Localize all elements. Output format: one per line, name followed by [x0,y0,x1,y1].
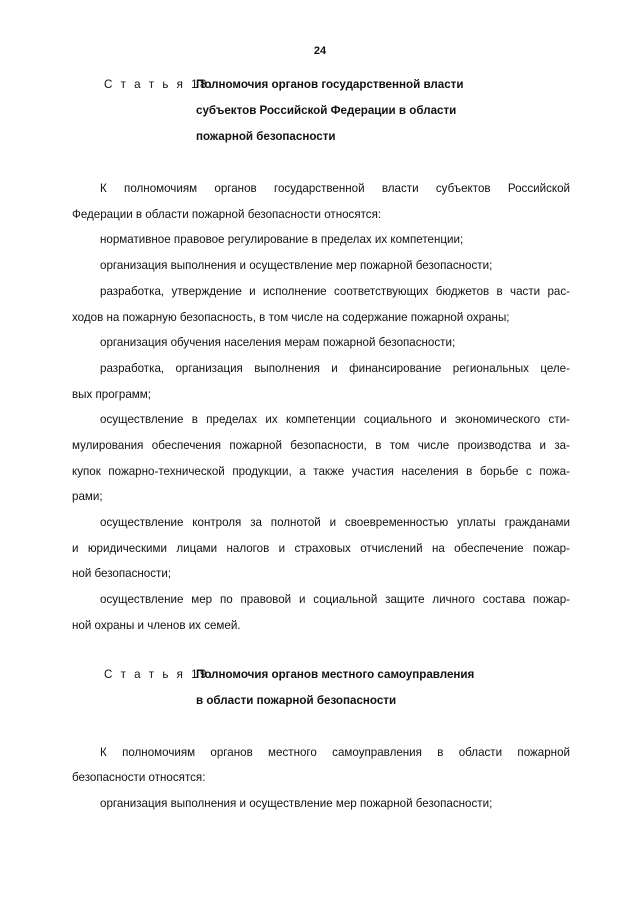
paragraph-line: организация обучения населения мерам пожарной безопасности; [100,336,456,349]
paragraph-line: купок пожарно-технической продукции, а также участия населения в борьбе с пожа- [72,465,570,478]
article-18-heading [104,78,534,158]
article-19-heading [104,668,534,718]
article-19-title-line: в области пожарной безопасности [196,694,397,707]
article-18-title-line: пожарной безопасности [196,130,336,143]
paragraph-line: разработка, организация выполнения и финансирование региональных целе- [100,362,570,375]
paragraph-line: осуществление в пределах их компетенции социального и экономического сти- [100,413,570,426]
paragraph-line: ной безопасности; [72,567,172,580]
paragraph-line: К полномочиям органов местного самоуправления в области пожарной [100,746,570,759]
paragraph-line: нормативное правовое регулирование в пределах их компетенции; [100,233,464,246]
article-18-prefix: С т а т ь я 18. [104,78,215,91]
paragraph-line: организация выполнения и осуществление мер пожарной безопасности; [100,797,493,810]
paragraph-line: К полномочиям органов государственной власти субъектов Российской [100,182,570,195]
article-18-title-line: субъектов Российской Федерации в области [196,104,457,117]
paragraph-line: Федерации в области пожарной безопасности относятся: [72,208,382,221]
paragraph-line: вых программ; [72,388,151,401]
article-18-title-line: Полномочия органов государственной власти [196,78,464,91]
article-19-prefix: С т а т ь я 19. [104,668,215,681]
paragraph-line: ходов на пожарную безопасность, в том числе на содержание пожарной охраны; [72,311,510,324]
paragraph-line: мулирования обеспечения пожарной безопасности, в том числе производства и за- [72,439,570,452]
article-19-title-line: Полномочия органов местного самоуправления [196,668,475,681]
paragraph-line: и юридическими лицами налогов и страховых отчислений на обеспечение пожар- [72,542,570,555]
paragraph-line: организация выполнения и осуществление мер пожарной безопасности; [100,259,493,272]
paragraph-line: безопасности относятся: [72,771,206,784]
page-number: 24 [313,45,327,57]
paragraph-line: рами; [72,490,103,503]
paragraph-line: осуществление контроля за полнотой и своевременностью уплаты гражданами [100,516,570,529]
paragraph-line: разработка, утверждение и исполнение соответствующих бюджетов в части рас- [100,285,570,298]
paragraph-line: осуществление мер по правовой и социальной защите личного состава пожар- [100,593,570,606]
paragraph-line: ной охраны и членов их семей. [72,619,241,632]
